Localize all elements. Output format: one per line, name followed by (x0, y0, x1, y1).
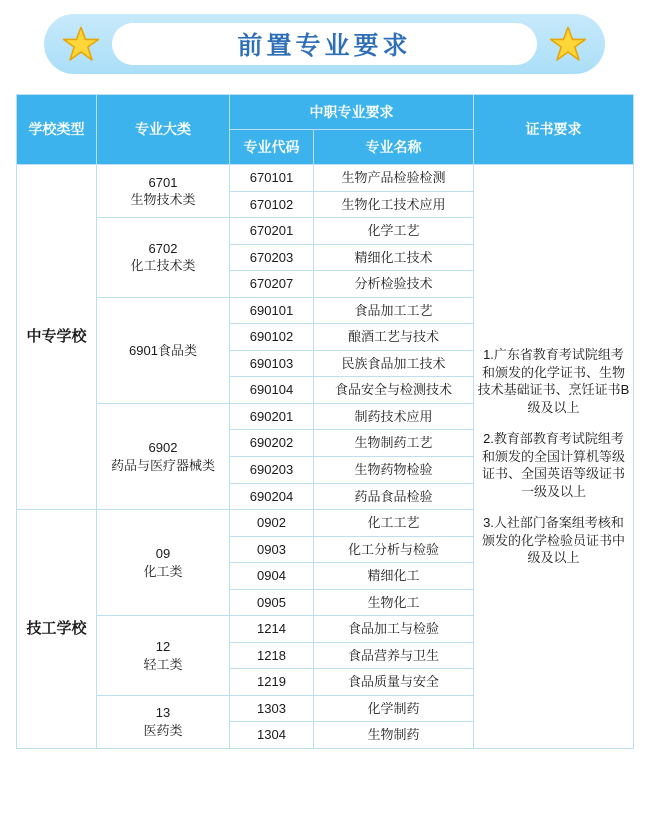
major-name-cell: 化学制药 (314, 695, 474, 722)
major-name-cell: 食品加工工艺 (314, 297, 474, 324)
header-school-type: 学校类型 (17, 95, 97, 165)
major-code-cell: 690203 (230, 457, 314, 484)
major-category-cell: 6702 化工技术类 (97, 218, 230, 298)
requirements-table-wrapper (16, 94, 633, 749)
major-name-cell: 生物制药工艺 (314, 430, 474, 457)
header-row-1 (17, 95, 634, 130)
major-name-cell: 化学工艺 (314, 218, 474, 245)
school-type-cell: 技工学校 (17, 510, 97, 749)
major-code-cell: 0904 (230, 563, 314, 590)
major-code-cell: 0903 (230, 536, 314, 563)
major-name-cell: 精细化工 (314, 563, 474, 590)
major-name-cell: 制药技术应用 (314, 403, 474, 430)
major-code-cell: 670203 (230, 244, 314, 271)
major-code-cell: 690202 (230, 430, 314, 457)
major-name-cell: 生物制药 (314, 722, 474, 749)
requirements-table (16, 94, 634, 749)
major-code-cell: 1218 (230, 642, 314, 669)
major-name-cell: 精细化工技术 (314, 244, 474, 271)
major-code-cell: 0902 (230, 510, 314, 537)
page-banner (44, 14, 605, 74)
table-body (17, 165, 634, 749)
major-name-cell: 化工分析与检验 (314, 536, 474, 563)
major-code-cell: 670207 (230, 271, 314, 298)
major-category-cell: 6701 生物技术类 (97, 165, 230, 218)
major-code-cell: 690201 (230, 403, 314, 430)
certificate-requirements-cell (474, 165, 634, 749)
certificate-paragraph: 3.人社部门备案组考核和颁发的化学检验员证书中级及以上 (481, 515, 625, 566)
major-code-cell: 670102 (230, 191, 314, 218)
major-category-cell: 6902 药品与医疗器械类 (97, 403, 230, 509)
header-certificate: 证书要求 (474, 95, 634, 165)
major-name-cell: 生物化工技术应用 (314, 191, 474, 218)
major-code-cell: 690104 (230, 377, 314, 404)
header-vocational-group: 中职专业要求 (230, 95, 474, 130)
major-name-cell: 酿酒工艺与技术 (314, 324, 474, 351)
table-row (17, 165, 634, 192)
major-name-cell: 食品营养与卫生 (314, 642, 474, 669)
major-category-cell: 13 医药类 (97, 695, 230, 748)
major-code-cell: 1304 (230, 722, 314, 749)
major-name-cell: 药品食品检验 (314, 483, 474, 510)
certificate-paragraph: 2.教育部教育考试院组考和颁发的全国计算机等级证书、全国英语等级证书一级及以上 (481, 431, 625, 499)
major-name-cell: 食品安全与检测技术 (314, 377, 474, 404)
major-name-cell: 食品加工与检验 (314, 616, 474, 643)
major-code-cell: 690102 (230, 324, 314, 351)
major-code-cell: 690101 (230, 297, 314, 324)
major-name-cell: 生物产品检验检测 (314, 165, 474, 192)
major-name-cell: 化工工艺 (314, 510, 474, 537)
banner-title-pill (112, 23, 537, 65)
certificate-paragraph: 1.广东省教育考试院组考和颁发的化学证书、生物技术基础证书、烹饪证书B级及以上 (477, 347, 630, 415)
major-name-cell: 生物化工 (314, 589, 474, 616)
major-name-cell: 分析检验技术 (314, 271, 474, 298)
major-name-cell: 食品质量与安全 (314, 669, 474, 696)
major-name-cell: 生物药物检验 (314, 457, 474, 484)
major-code-cell: 1219 (230, 669, 314, 696)
star-icon-left (62, 25, 100, 63)
header-major-category: 专业大类 (97, 95, 230, 165)
major-code-cell: 670101 (230, 165, 314, 192)
major-code-cell: 690103 (230, 350, 314, 377)
major-category-cell: 09 化工类 (97, 510, 230, 616)
school-type-cell: 中专学校 (17, 165, 97, 510)
major-code-cell: 690204 (230, 483, 314, 510)
header-major-name: 专业名称 (314, 130, 474, 165)
header-major-code: 专业代码 (230, 130, 314, 165)
major-code-cell: 0905 (230, 589, 314, 616)
page-title: 前置专业要求 (237, 31, 412, 60)
star-icon-right (549, 25, 587, 63)
major-category-cell: 12 轻工类 (97, 616, 230, 696)
table-head (17, 95, 634, 165)
major-code-cell: 1303 (230, 695, 314, 722)
major-code-cell: 1214 (230, 616, 314, 643)
major-category-cell: 6901食品类 (97, 297, 230, 403)
major-code-cell: 670201 (230, 218, 314, 245)
major-name-cell: 民族食品加工技术 (314, 350, 474, 377)
